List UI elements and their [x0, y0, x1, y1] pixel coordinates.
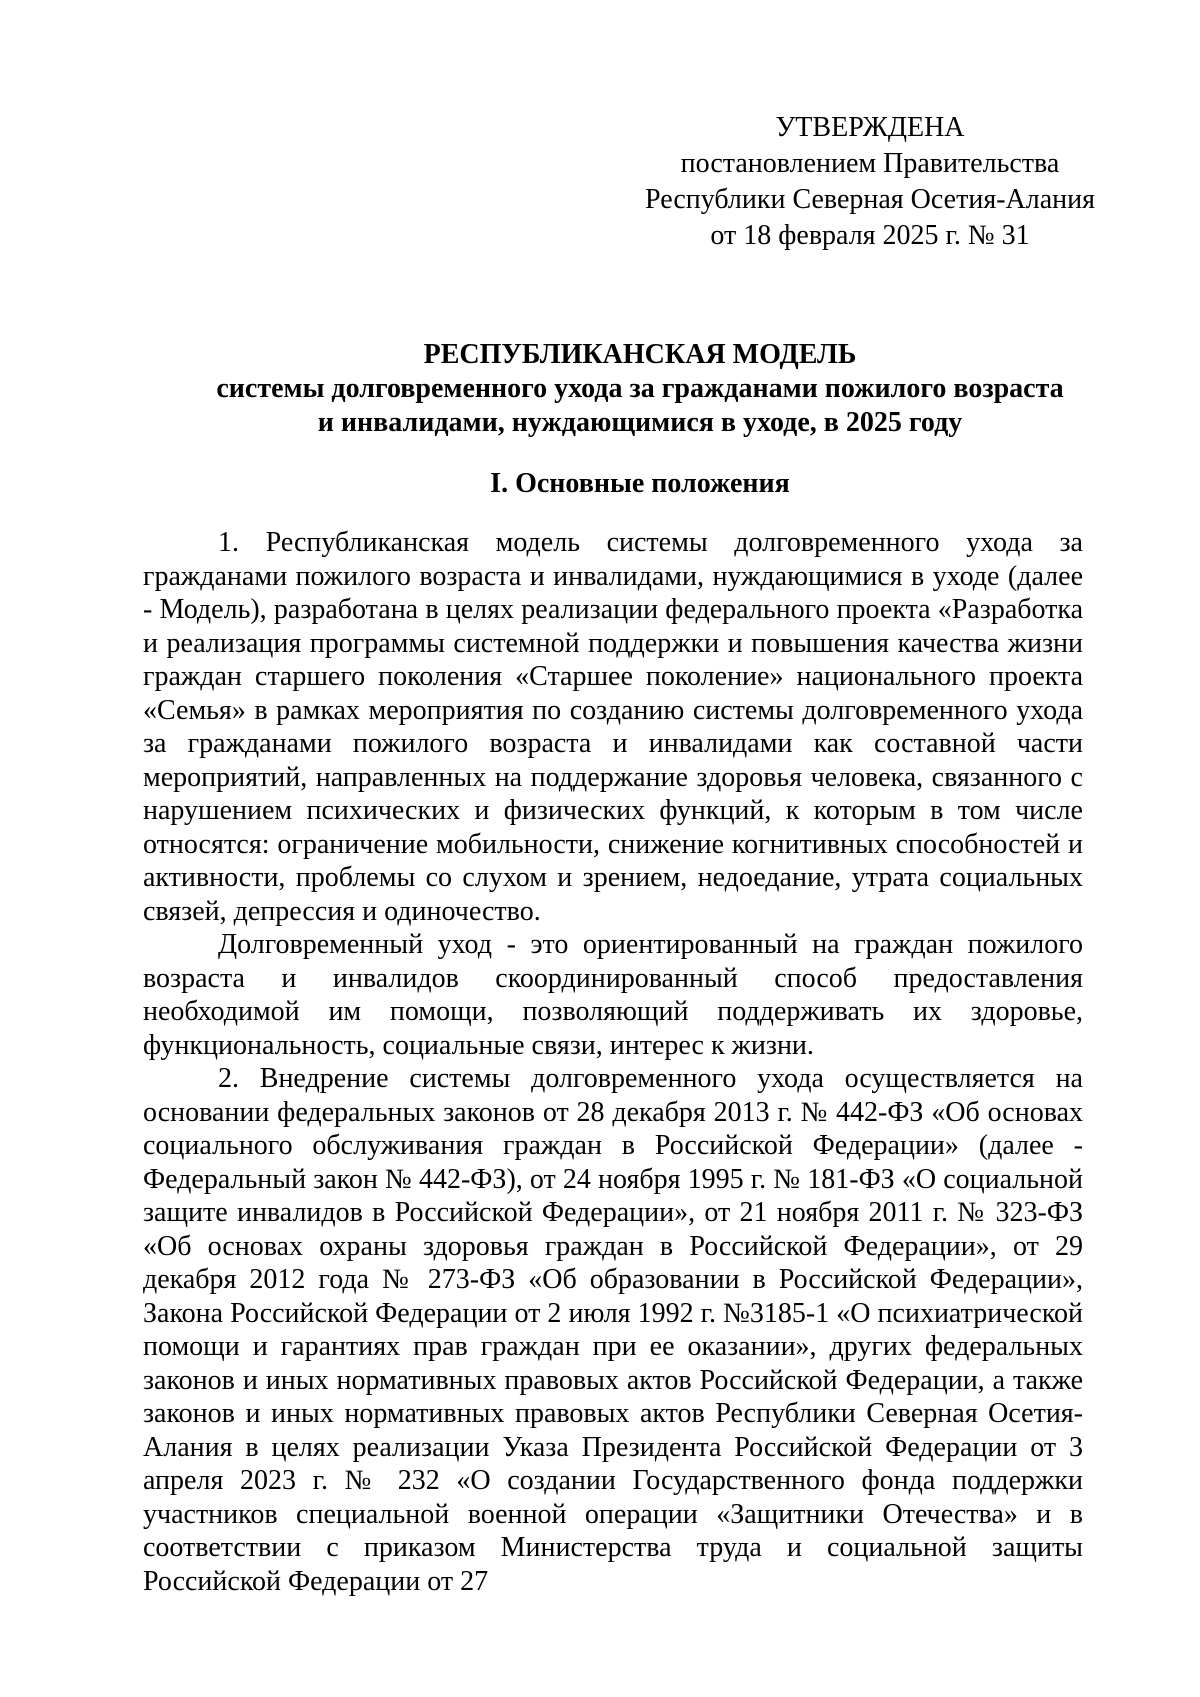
paragraph-3: 2. Внедрение системы долговременного ухода осуществляется на основании федеральных законов от 28 декабря 2013 г. № 442-ФЗ «Об основах социального обслуживания граждан в Российской Федерации» (далее - Федеральный закон № 442-ФЗ), от 24 ноября 1995 г. № 181-ФЗ «О социальной защите инвалидов в Российской Федерации», от 21 ноября 2011 г. № 323-ФЗ «Об основах охраны здоровья граждан в Российской Федерации», от 29 декабря 2012 года № 273-ФЗ «Об образовании в Российской Федерации», Закона Российской Федерации от 2 июля 1992 г. №3185-1 «О психиатрической помощи и гарантиях прав граждан при ее оказании», других федеральных законов и иных нормативных правовых актов Российской Федерации, а также законов и иных нормативных правовых актов Республики Северная Осетия-Алания в целях реализации Указа Президента Российской Федерации от 3 апреля 2023 г. № 232 «О создании Государственного фонда поддержки участников специальной военной операции «Защитники Отечества» и в соответствии с приказом Министерства труда и социальной защиты Российской Федерации от 27: [143, 1063, 1083, 1597]
paragraph-1: 1. Республиканская модель системы долговременного ухода за гражданами пожилого возраста и инвалидами, нуждающимися в уходе (далее - Модель), разработана в целях реализации федерального проекта «Разработка и реализация программы системной поддержки и повышения качества жизни граждан старшего поколения «Старшее поколение» национального проекта «Семья» в рамках мероприятия по созданию системы долговременного ухода за гражданами пожилого возраста и инвалидами как составной части мероприятий, направленных на поддержание здоровья человека, связанного с нарушением психических и физических функций, к которым в том числе относятся: ограничение мобильности, снижение когнитивных способностей и активности, проблемы со слухом и зрением, недоедание, утрата социальных связей, депрессия и одиночество.: [143, 527, 1083, 927]
document-title: [140, 338, 1140, 440]
approval-heading: УТВЕРЖДЕНА: [775, 112, 965, 143]
section-heading: I. Основные положения: [490, 468, 790, 499]
title-line-3: и инвалидами, нуждающимися в уходе, в 2025 году: [317, 407, 963, 438]
approval-date-line: от 18 февраля 2025 г. № 31: [710, 220, 1030, 251]
paragraph-2: Долговременный уход - это ориентированный на граждан пожилого возраста и инвалидов скоординированный способ предоставления необходимой им помощи, позволяющий поддерживать их здоровье, функциональность, социальные связи, интерес к жизни.: [143, 929, 1083, 1061]
approval-region-line: Республики Северная Осетия-Алания: [645, 184, 1095, 215]
approval-decree-line: постановлением Правительства: [680, 148, 1060, 179]
body-text: [143, 526, 1083, 1598]
approval-stamp-block: [600, 110, 1140, 254]
title-line-2: системы долговременного ухода за гражданами пожилого возраста: [216, 373, 1064, 404]
title-line-1: РЕСПУБЛИКАНСКАЯ МОДЕЛЬ: [423, 339, 857, 370]
